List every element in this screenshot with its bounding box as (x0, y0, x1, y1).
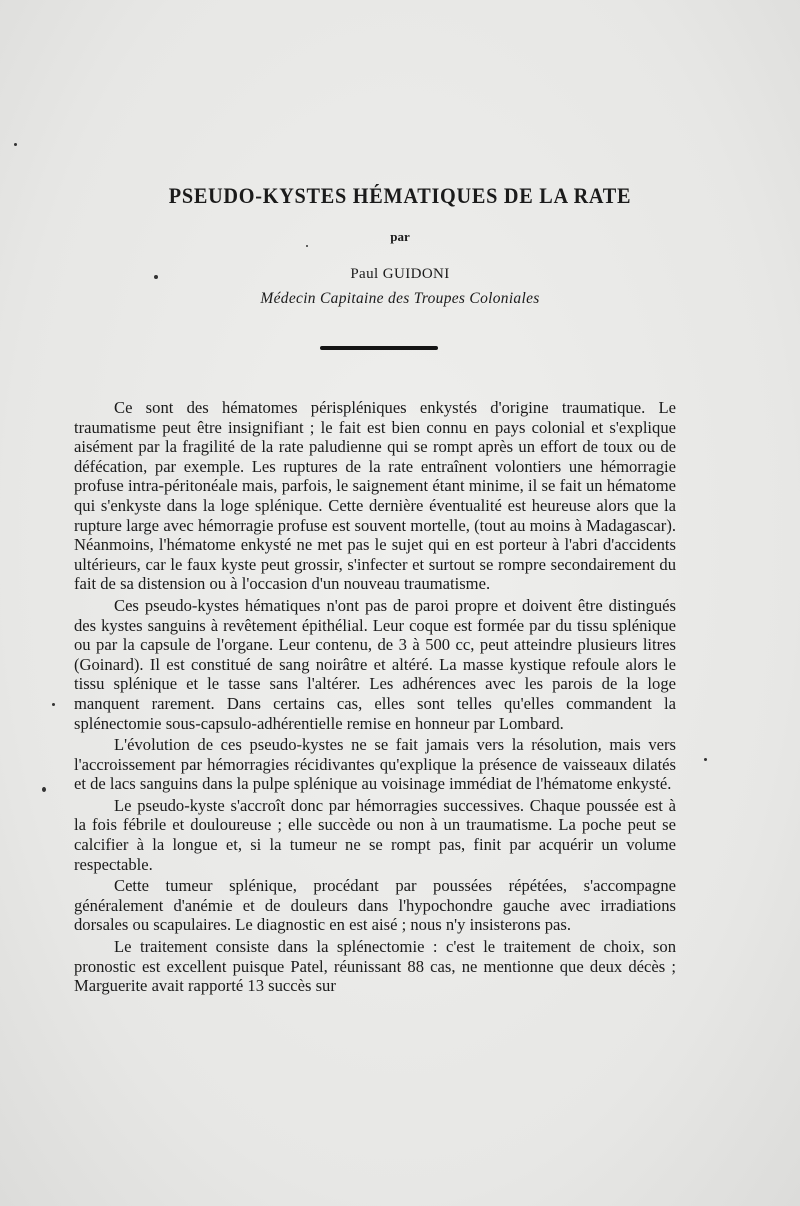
paragraph: Le pseudo-kyste s'accroît donc par hémorragies successives. Chaque poussée est à la fois fébrile et douloureuse ; elle succède ou non à un traumatisme. La poche peut se calcifier à la longue et, si la tumeur ne se rompt pas, finit par acquérir un volume respectable. (74, 795, 676, 874)
paragraph: Ces pseudo-kystes hématiques n'ont pas de paroi propre et doivent être distingués des kystes sanguins à revêtement épithélial. Leur coque est formée par du tissu splénique ou par la capsule de l'organe. Leur contenu, de 3 à 500 cc, peut atteindre plusieurs litres (Goinard). Il est constitué de sang noirâtre et altéré. La masse kystique refoule alors le tissu splénique et le tasse sans l'altérer. Les adhérences avec les parois de la loge manquent rarement. Dans certains cas, elles sont telles qu'elles commandent la splénectomie sous-capsulo-adhérentielle remise en honneur par Lombard. (74, 595, 676, 733)
author-name: Paul GUIDONI (350, 266, 450, 282)
paragraph: Le traitement consiste dans la splénectomie : c'est le traitement de choix, son pronostic est excellent puisque Patel, réunissant 88 cas, ne mentionne que deux décès ; Marguerite avait rapporté 13 succès sur (74, 937, 676, 996)
article-title: PSEUDO-KYSTES HÉMATIQUES DE LA RATE (168, 183, 632, 208)
scan-speck (42, 787, 46, 792)
author-affiliation: Médecin Capitaine des Troupes Coloniales (260, 290, 540, 307)
scan-speck (52, 703, 55, 706)
paragraph: Ce sont des hématomes périspléniques enkystés d'origine traumatique. Le traumatisme peut être insignifiant ; le fait est bien connu en pays colonial et s'explique aisément par la fragilité de la rate paludienne qui se rompt après un effort de toux ou de défécation, par exemple. Les ruptures de la rate entraînent volontiers une hémorragie profuse intra-péritonéale mais, parfois, le saignement étant minime, il se fait un hématome qui s'enkyste dans la loge splénique. Cette dernière éventualité est heureuse alors que la rupture large avec hémorragie profuse est souvent mortelle, (tout au moins à Madagascar). Néanmoins, l'hématome enkysté ne met pas le sujet qui en est porteur à l'abri d'accidents ultérieurs, car le faux kyste peut grossir, s'infecter et surtout se rompre secondairement du fait de sa distension ou à l'occasion d'un nouveau traumatisme. (74, 398, 676, 594)
scan-speck (704, 758, 707, 761)
paragraph: Cette tumeur splénique, procédant par poussées répétées, s'accompagne généralement d'anémie et de douleurs dans l'hypochondre gauche avec irradiations dorsales ou scapulaires. Le diagnostic en est aisé ; nous n'y insisterons pas. (74, 876, 676, 935)
scan-speck (14, 143, 17, 146)
byline: par (390, 229, 410, 244)
scan-speck (154, 275, 158, 279)
paragraph: L'évolution de ces pseudo-kystes ne se fait jamais vers la résolution, mais vers l'accroissement par hémorragies récidivantes qu'explique la présence de vaisseaux dilatés et de lacs sanguins dans la pulpe splénique au voisinage immédiat de l'hématome enkysté. (74, 735, 676, 794)
article-body (74, 398, 676, 998)
scan-speck (306, 245, 308, 247)
title-divider (320, 346, 438, 350)
